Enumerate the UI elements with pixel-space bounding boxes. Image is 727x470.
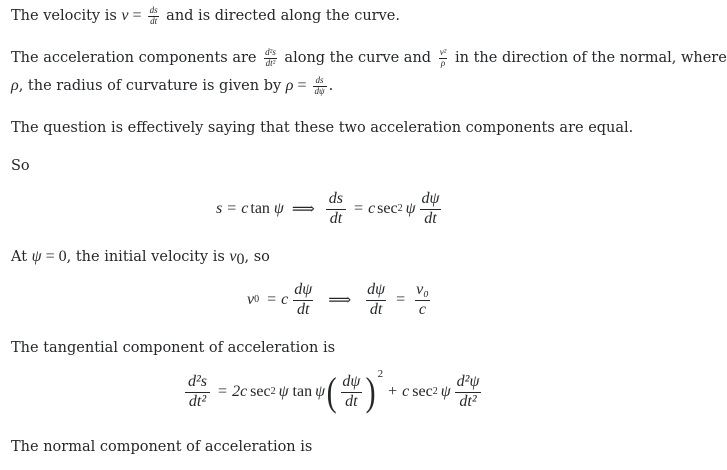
accel-text-mid: along the curve and [279, 50, 436, 66]
initial-text-post: , so [244, 249, 270, 265]
fraction-denominator: dt² [265, 57, 276, 68]
var-s: s [216, 200, 223, 218]
fraction-numerator: d²s [265, 47, 276, 58]
dpsi-dt-fraction [290, 281, 316, 320]
fraction-denominator: dt [420, 209, 440, 229]
equals-sign: = [227, 200, 237, 218]
var-c: c [281, 291, 289, 309]
var-c: c [241, 200, 249, 218]
equals-zero: = 0 [41, 248, 67, 265]
tangential-paragraph: The tangential component of acceleration is [11, 340, 336, 356]
var-psi: ψ [273, 200, 284, 218]
velocity-var: v [121, 7, 129, 24]
equals-sign: = [396, 291, 406, 309]
equation-tangential-acceleration: $\frac{\text{d²s}}{\text{dt²}}$ = 2c sec 2 ψ tan ψ ( $\frac{d\psi}{dt}$ ) 2 + c sec 2 ψ $\frac{\text{d²ψ}}{\text{dt²}}$ [182, 372, 485, 412]
fraction-numerator: ds [328, 190, 344, 207]
equals-sign: = [293, 77, 311, 94]
left-paren: ( [326, 369, 337, 414]
fraction-numerator: dψ [342, 372, 361, 390]
accel-text-post: in the direction of the normal, where [450, 50, 727, 66]
equals-sign: = [354, 200, 364, 218]
var-c: c [402, 383, 410, 400]
initial-text-pre: At [11, 249, 32, 265]
fraction-numerator: dψ [294, 281, 313, 298]
fraction-numerator: ds [315, 75, 324, 86]
rho-symbol: ρ [11, 77, 19, 94]
implies-arrow: ⟹ [291, 201, 315, 219]
parenthesized-derivative [325, 368, 384, 414]
var-psi: ψ [405, 200, 416, 218]
fraction-denominator: dt [366, 300, 386, 320]
fraction-numerator: dψ [367, 281, 386, 298]
period: . [328, 78, 334, 94]
equals-sign: = [128, 7, 146, 24]
fraction-denominator: dt² [185, 392, 210, 412]
d2s-dt2-fraction [263, 48, 278, 68]
equals-sign: = [267, 291, 277, 309]
so-paragraph: So [11, 158, 30, 174]
subscript-zero: 0 [236, 251, 245, 268]
v0-c-fraction [412, 281, 433, 320]
implies-arrow: ⟹ [328, 292, 352, 310]
curvature-text-pre: , the radius of curvature is given by [18, 78, 286, 94]
ds-dt-fraction [148, 6, 160, 26]
fraction-denominator: dt [326, 209, 346, 229]
equation-v0-c-dpsi: v 0 = c $\frac{d\psi}{dt}$ ⟹ $\frac{d\psi}{dt}$ = $\frac{\text{v₀}}{c}$ [247, 281, 435, 320]
acceleration-paragraph [11, 48, 727, 68]
var-psi: ψ [315, 383, 326, 400]
fraction-denominator: dt [341, 392, 361, 412]
fraction-numerator: v₀ [416, 281, 429, 298]
accel-text-pre: The acceleration components are [11, 50, 262, 66]
velocity-text-pre: The velocity is [11, 8, 122, 24]
velocity-paragraph [11, 6, 400, 26]
v2-rho-fraction [438, 48, 449, 68]
dpsi-dt-fraction [418, 190, 444, 229]
fraction-denominator: ρ [440, 57, 446, 68]
var-psi: ψ [440, 383, 451, 400]
fraction-numerator: d²s [188, 372, 208, 390]
sec-function: sec [250, 383, 271, 400]
equation-s-c-tan-psi: s = c tan ψ ⟹ $\frac{ds}{dt}$ = c sec 2 ψ $\frac{d\psi}{dt}$ [216, 190, 445, 229]
coefficient-2c: 2c [232, 383, 248, 400]
d2psi-dt2-fraction [453, 373, 484, 412]
plus-sign: + [388, 383, 398, 400]
normal-paragraph: The normal component of acceleration is [11, 439, 313, 455]
rho-symbol-2: ρ [285, 77, 294, 94]
sec-function: sec [377, 200, 398, 218]
fraction-numerator: v² [439, 47, 447, 58]
fraction-denominator: dt [293, 300, 313, 320]
var-psi: ψ [31, 248, 42, 265]
dpsi-dt-fraction [338, 373, 364, 412]
question-paragraph: The question is effectively saying that these two acceleration components are equal. [11, 120, 634, 136]
tan-function: tan [250, 200, 270, 218]
fraction-numerator: d²ψ [456, 372, 480, 390]
fraction-numerator: dψ [421, 190, 440, 207]
ds-dpsi-fraction [313, 76, 327, 96]
tan-function: tan [292, 383, 313, 400]
fraction-numerator: ds [149, 5, 158, 16]
velocity-text-post: and is directed along the curve. [161, 8, 400, 24]
var-v: v [229, 248, 237, 265]
var-v: v [247, 291, 255, 309]
curvature-paragraph [11, 76, 333, 96]
sec-function: sec [412, 383, 433, 400]
fraction-denominator: dt [150, 15, 158, 26]
fraction-denominator: dt² [455, 392, 480, 412]
initial-text-mid: , the initial velocity is [66, 249, 230, 265]
dpsi-dt-fraction-2 [363, 281, 389, 320]
d2s-dt2-fraction [184, 373, 211, 412]
initial-velocity-paragraph [11, 247, 270, 267]
fraction-denominator: c [415, 300, 430, 320]
var-psi: ψ [278, 383, 289, 400]
power-exponent: 2 [377, 368, 384, 380]
right-paren: ) [365, 369, 376, 414]
ds-dt-fraction [325, 190, 347, 229]
fraction-denominator: dψ [314, 85, 325, 96]
equals-sign: = [218, 383, 228, 400]
var-c: c [368, 200, 376, 218]
